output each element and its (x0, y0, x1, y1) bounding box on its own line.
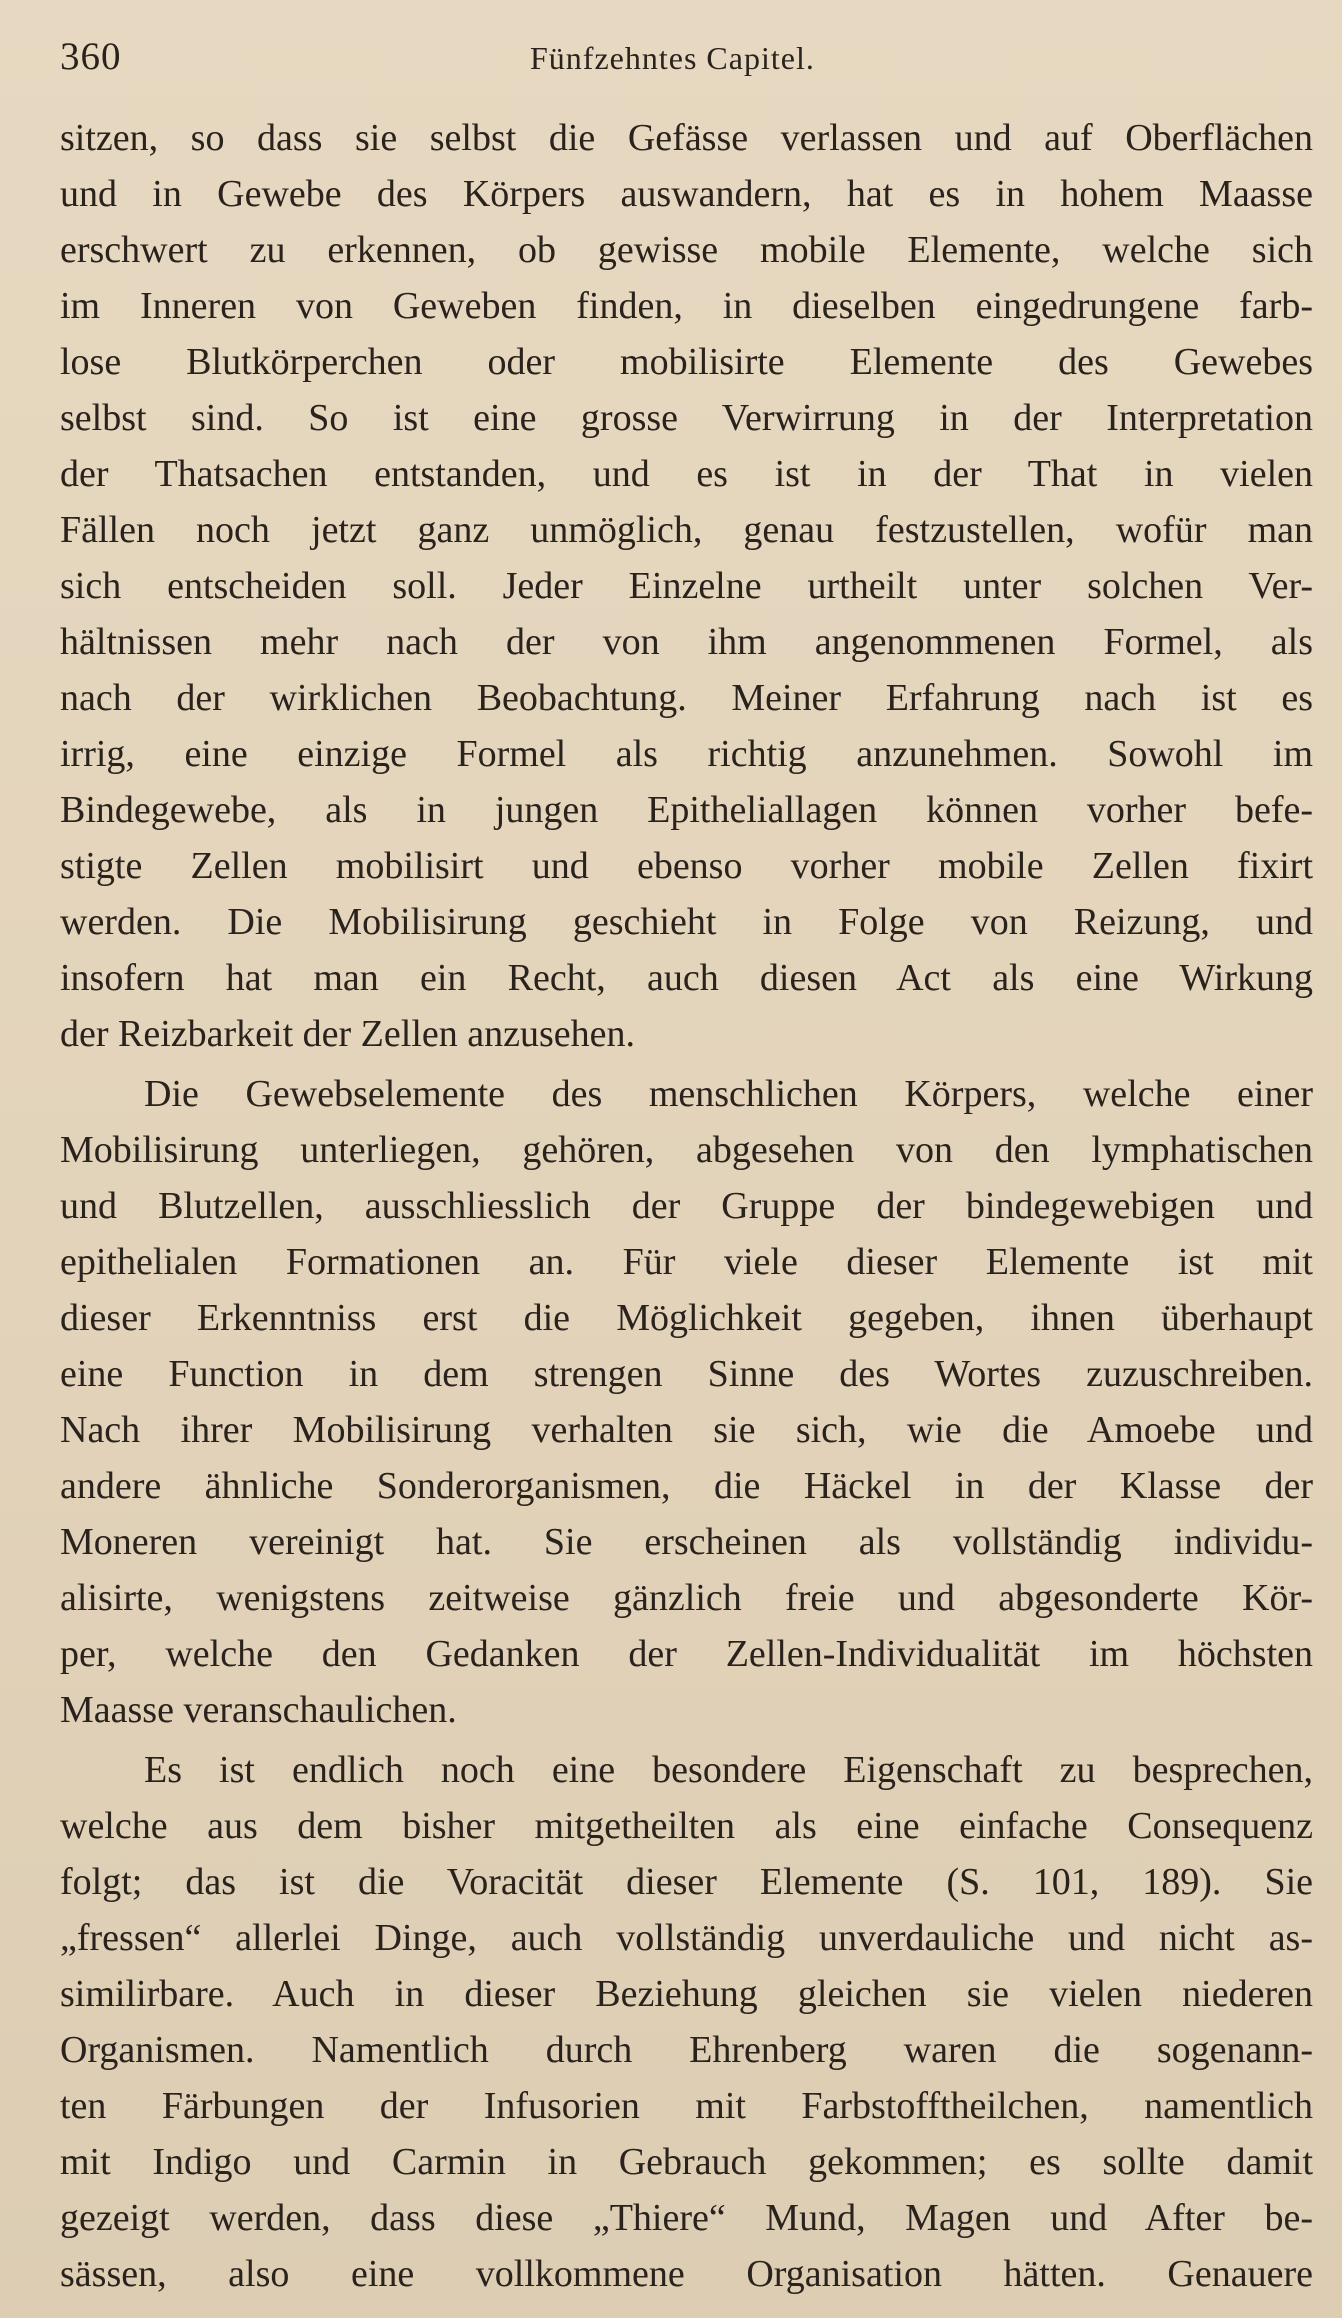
text-line: dieser Erkenntniss erst die Möglichkeit gegeben, ihnen überhaupt (60, 1297, 1313, 1339)
running-head: Fünfzehntes Capitel. (530, 40, 815, 76)
text-line: werden. Die Mobilisirung geschieht in Folge von Reizung, und (60, 901, 1313, 943)
body-text (60, 110, 1313, 2302)
text-line: sässen, also eine vollkommene Organisation hätten. Genauere (60, 2253, 1313, 2295)
text-line: im Inneren von Geweben finden, in dieselben eingedrungene farb- (60, 285, 1313, 327)
text-line: ten Färbungen der Infusorien mit Farbstofftheilchen, namentlich (60, 2085, 1313, 2127)
text-line: Organismen. Namentlich durch Ehrenberg waren die sogenann- (60, 2029, 1313, 2071)
text-line: und in Gewebe des Körpers auswandern, hat es in hohem Maasse (60, 173, 1313, 215)
text-line: lose Blutkörperchen oder mobilisirte Elemente des Gewebes (60, 341, 1313, 383)
text-line: Bindegewebe, als in jungen Epitheliallagen können vorher befe- (60, 789, 1313, 831)
text-line: erschwert zu erkennen, ob gewisse mobile Elemente, welche sich (60, 229, 1313, 271)
text-line: mit Indigo und Carmin in Gebrauch gekommen; es sollte damit (60, 2141, 1313, 2183)
text-line: irrig, eine einzige Formel als richtig anzunehmen. Sowohl im (60, 733, 1313, 775)
text-line: insofern hat man ein Recht, auch diesen Act als eine Wirkung (60, 957, 1313, 999)
text-line: Es ist endlich noch eine besondere Eigenschaft zu besprechen, (144, 1749, 1313, 1791)
text-line: „fressen“ allerlei Dinge, auch vollständig unverdauliche und nicht as- (60, 1917, 1313, 1959)
page-number: 360 (60, 35, 122, 78)
text-line: andere ähnliche Sonderorganismen, die Häckel in der Klasse der (60, 1465, 1313, 1507)
page-header (60, 34, 1288, 82)
text-line: Maasse veranschaulichen. (60, 1689, 457, 1731)
text-line: selbst sind. So ist eine grosse Verwirrung in der Interpretation (60, 397, 1313, 439)
text-line: hältnissen mehr nach der von ihm angenommenen Formel, als (60, 621, 1313, 663)
text-line: der Thatsachen entstanden, und es ist in der That in vielen (60, 453, 1313, 495)
text-line: alisirte, wenigstens zeitweise gänzlich freie und abgesonderte Kör- (60, 1577, 1313, 1619)
text-line: sitzen, so dass sie selbst die Gefässe verlassen und auf Oberflächen (60, 117, 1313, 159)
text-line: epithelialen Formationen an. Für viele dieser Elemente ist mit (60, 1241, 1313, 1283)
text-line: Moneren vereinigt hat. Sie erscheinen als vollständig individu- (60, 1521, 1313, 1563)
text-line: welche aus dem bisher mitgetheilten als eine einfache Consequenz (60, 1805, 1313, 1847)
text-line: Fällen noch jetzt ganz unmöglich, genau festzustellen, wofür man (60, 509, 1313, 551)
text-line: gezeigt werden, dass diese „Thiere“ Mund, Magen und After be- (60, 2197, 1313, 2239)
paragraph (60, 1742, 1313, 2302)
text-line: sich entscheiden soll. Jeder Einzelne urtheilt unter solchen Ver- (60, 565, 1313, 607)
text-line: stigte Zellen mobilisirt und ebenso vorher mobile Zellen fixirt (60, 845, 1313, 887)
text-line: der Reizbarkeit der Zellen anzusehen. (60, 1013, 635, 1055)
paragraph (60, 1066, 1313, 1738)
text-line: per, welche den Gedanken der Zellen-Individualität im höchsten (60, 1633, 1313, 1675)
paragraph (60, 110, 1313, 1062)
text-line: Die Gewebselemente des menschlichen Körpers, welche einer (144, 1073, 1313, 1115)
text-line: nach der wirklichen Beobachtung. Meiner Erfahrung nach ist es (60, 677, 1313, 719)
text-line: Mobilisirung unterliegen, gehören, abgesehen von den lymphatischen (60, 1129, 1313, 1171)
text-line: folgt; das ist die Voracität dieser Elemente (S. 101, 189). Sie (60, 1861, 1313, 1903)
text-line: Nach ihrer Mobilisirung verhalten sie sich, wie die Amoebe und (60, 1409, 1313, 1451)
text-line: eine Function in dem strengen Sinne des Wortes zuzuschreiben. (60, 1353, 1313, 1395)
text-line: und Blutzellen, ausschliesslich der Gruppe der bindegewebigen und (60, 1185, 1313, 1227)
text-line: similirbare. Auch in dieser Beziehung gleichen sie vielen niederen (60, 1973, 1313, 2015)
